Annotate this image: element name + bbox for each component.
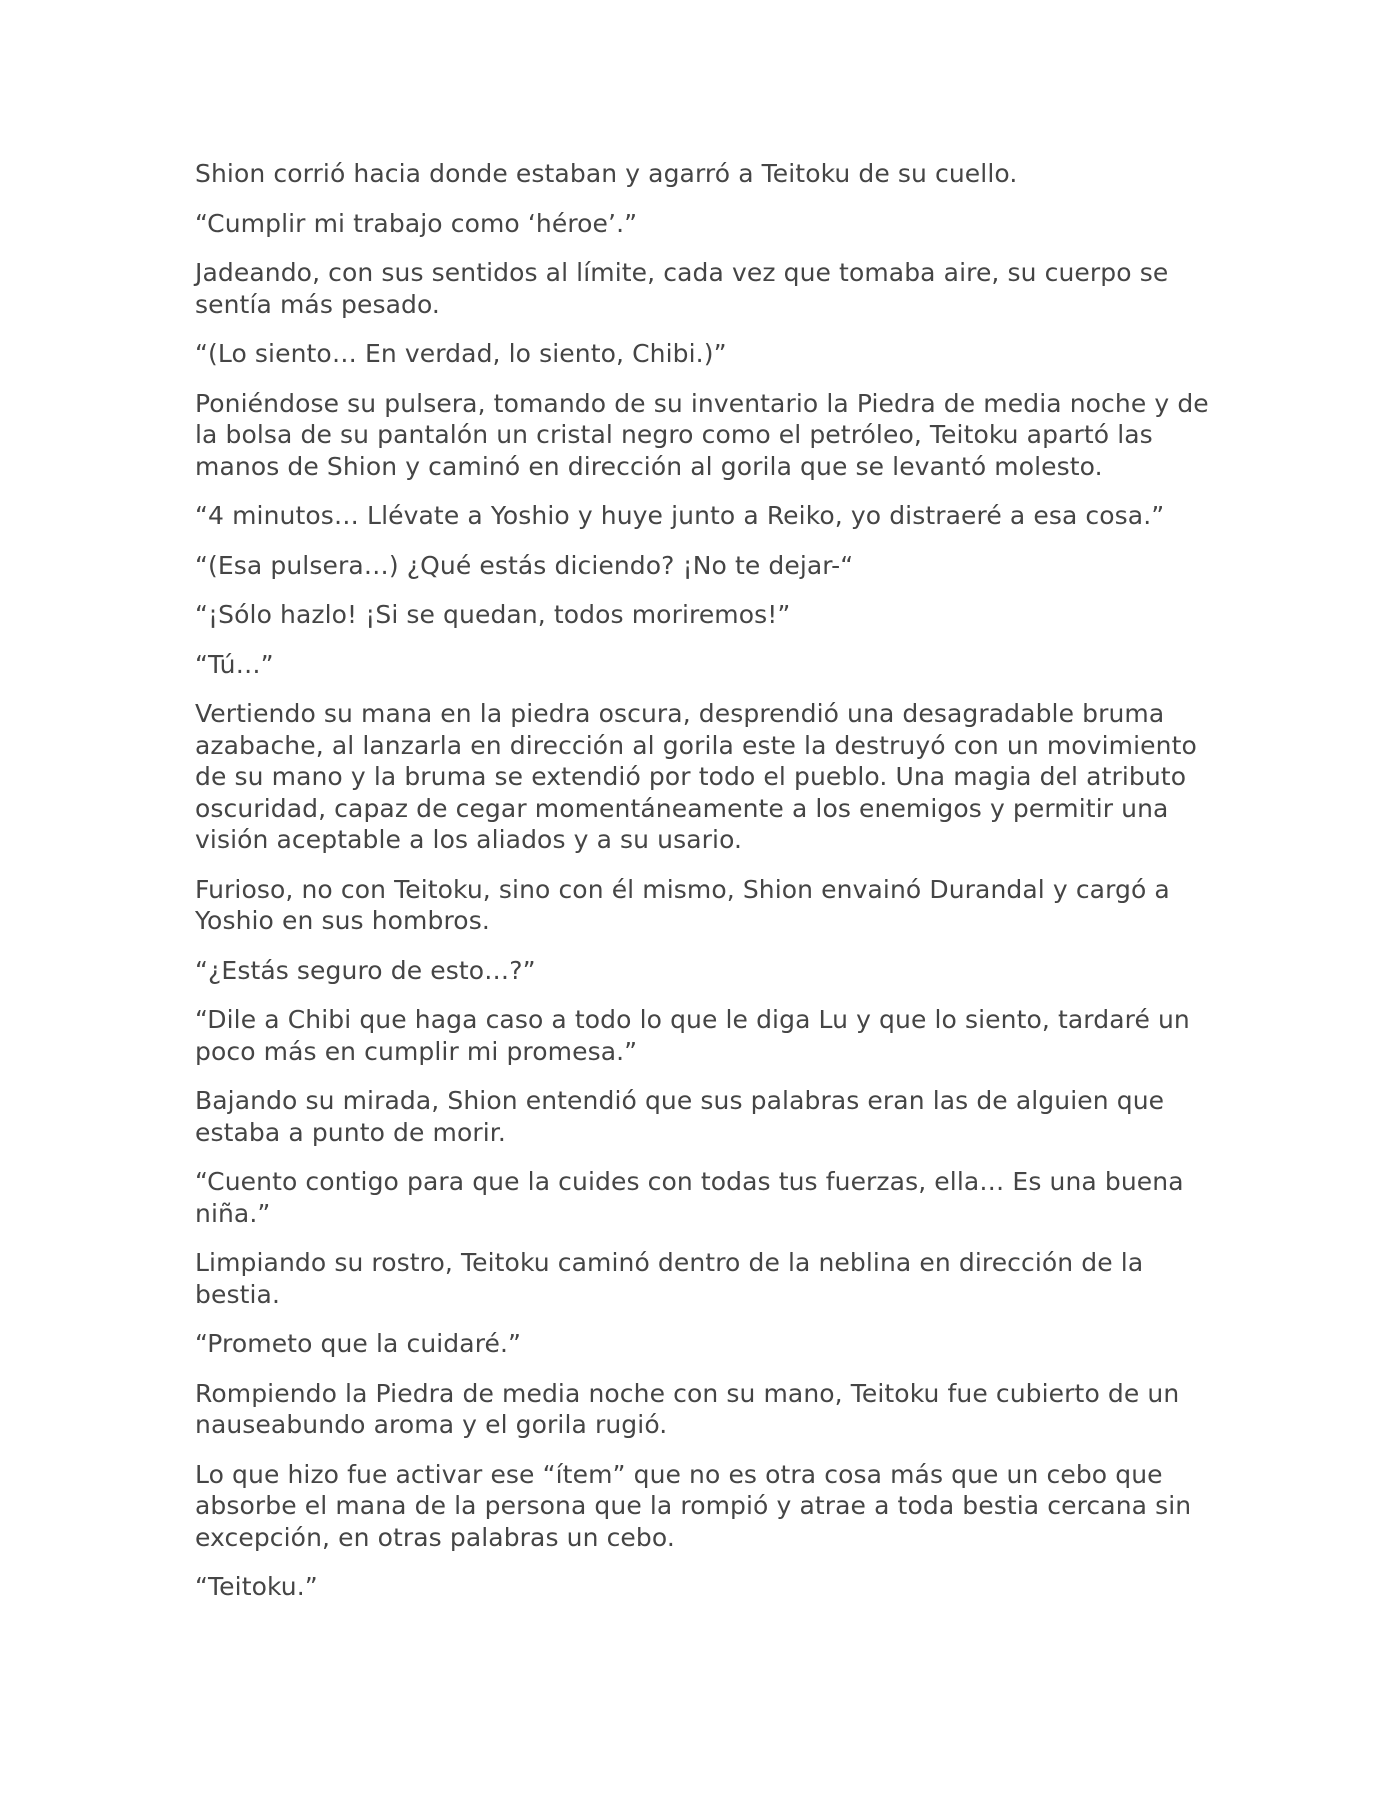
paragraph-3: Jadeando, con sus sentidos al límite, cada vez que tomaba aire, su cuerpo se sentía más pesado. [195, 258, 1169, 319]
paragraph-13: “Dile a Chibi que haga caso a todo lo que le diga Lu y que lo siento, tardaré un poco más en cumplir mi promesa.” [195, 1005, 1190, 1066]
paragraph-6: “4 minutos… Llévate a Yoshio y huye junto a Reiko, yo distraeré a esa cosa.” [195, 501, 1165, 530]
paragraph-10: Vertiendo su mana en la piedra oscura, desprendió una desagradable bruma azabache, al lanzarla en dirección al gorila este la destruyó con un movimiento de su mano y la bruma se extendió por todo el pueblo. Una magia del atributo oscuridad, capaz de cegar momentáneamente a los enemigos y permitir una visión aceptable a los aliados y a su usario. [195, 699, 1197, 854]
paragraph-17: “Prometo que la cuidaré.” [195, 1329, 522, 1358]
paragraph-8: “¡Sólo hazlo! ¡Si se quedan, todos moriremos!” [195, 600, 791, 629]
paragraph-11: Furioso, no con Teitoku, sino con él mismo, Shion envainó Durandal y cargó a Yoshio en sus hombros. [195, 874, 1170, 935]
paragraph-7: “(Esa pulsera…) ¿Qué estás diciendo? ¡No te dejar-“ [195, 550, 854, 580]
document-page [195, 158, 1225, 1621]
paragraph-2: “Cumplir mi trabajo como ‘héroe’.” [195, 208, 638, 238]
paragraph-1: Shion corrió hacia donde estaban y agarró a Teitoku de su cuello. [195, 159, 1018, 188]
paragraph-18: Rompiendo la Piedra de media noche con su mano, Teitoku fue cubierto de un nauseabundo aroma y el gorila rugió. [195, 1378, 1180, 1439]
paragraph-14: Bajando su mirada, Shion entendió que sus palabras eran las de alguien que estaba a punto de morir. [195, 1086, 1165, 1147]
paragraph-19: Lo que hizo fue activar ese “ítem” que no es otra cosa más que un cebo que absorbe el mana de la persona que la rompió y atrae a toda bestia cercana sin excepción, en otras palabras un cebo. [195, 1459, 1192, 1552]
paragraph-15: “Cuento contigo para que la cuides con todas tus fuerzas, ella… Es una buena niña.” [195, 1167, 1184, 1228]
paragraph-9: “Tú…” [195, 649, 274, 679]
paragraph-16: Limpiando su rostro, Teitoku caminó dentro de la neblina en dirección de la bestia. [195, 1248, 1144, 1309]
paragraph-5: Poniéndose su pulsera, tomando de su inventario la Piedra de media noche y de la bolsa de su pantalón un cristal negro como el petróleo, Teitoku apartó las manos de Shion y caminó en dirección al gorila que se levantó molesto. [195, 388, 1209, 481]
paragraph-12: “¿Estás seguro de esto…?” [195, 955, 536, 985]
paragraph-20: “Teitoku.” [195, 1572, 318, 1601]
paragraph-4: “(Lo siento… En verdad, lo siento, Chibi.)” [195, 339, 727, 368]
